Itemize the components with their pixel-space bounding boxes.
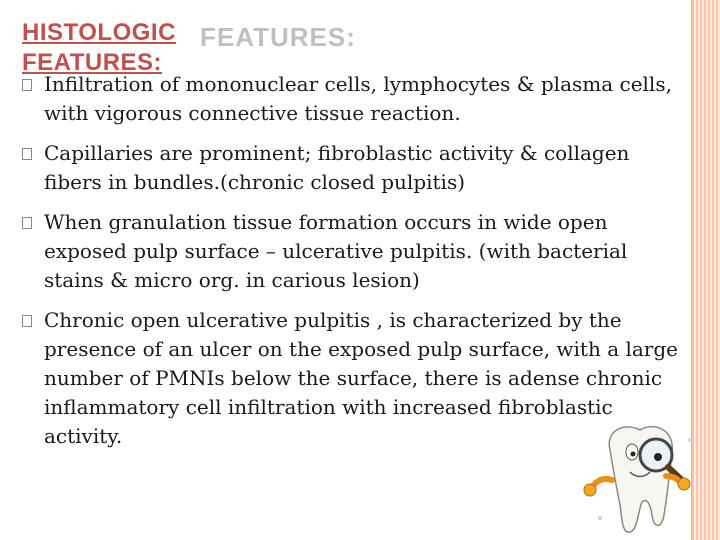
bullet-text: Capillaries are prominent; fibroblastic activity & collagen fibers in bundles.(chronic closed pulpitis) (44, 141, 630, 194)
bullet-text: Chronic open ulcerative pulpitis , is characterized by the presence of an ulcer on the exposed pulp surface, with a large number of PMNIs below the surface, there is adense chronic inflammatory cell infiltration with increased fibroblastic activity. (44, 308, 678, 448)
bullet-item (22, 208, 682, 295)
bullet-list (22, 70, 682, 462)
square-bullet-icon (22, 217, 32, 229)
square-bullet-icon (22, 79, 32, 91)
square-bullet-icon (22, 148, 32, 160)
bullet-text: Infiltration of mononuclear cells, lymphocytes & plasma cells, with vigorous connective tissue reaction. (44, 72, 672, 125)
bullet-text: When granulation tissue formation occurs in wide open exposed pulp surface – ulcerative pulpitis. (with bacterial stains & micro org. in carious lesion) (44, 210, 628, 292)
bullet-item (22, 70, 682, 128)
square-bullet-icon (22, 315, 32, 327)
slide-title: HISTOLOGIC FEATURES: (22, 19, 176, 76)
bullet-item (22, 139, 682, 197)
tooth-magnifier-icon (580, 410, 720, 540)
title-shadow: FEATURES: (200, 22, 356, 52)
